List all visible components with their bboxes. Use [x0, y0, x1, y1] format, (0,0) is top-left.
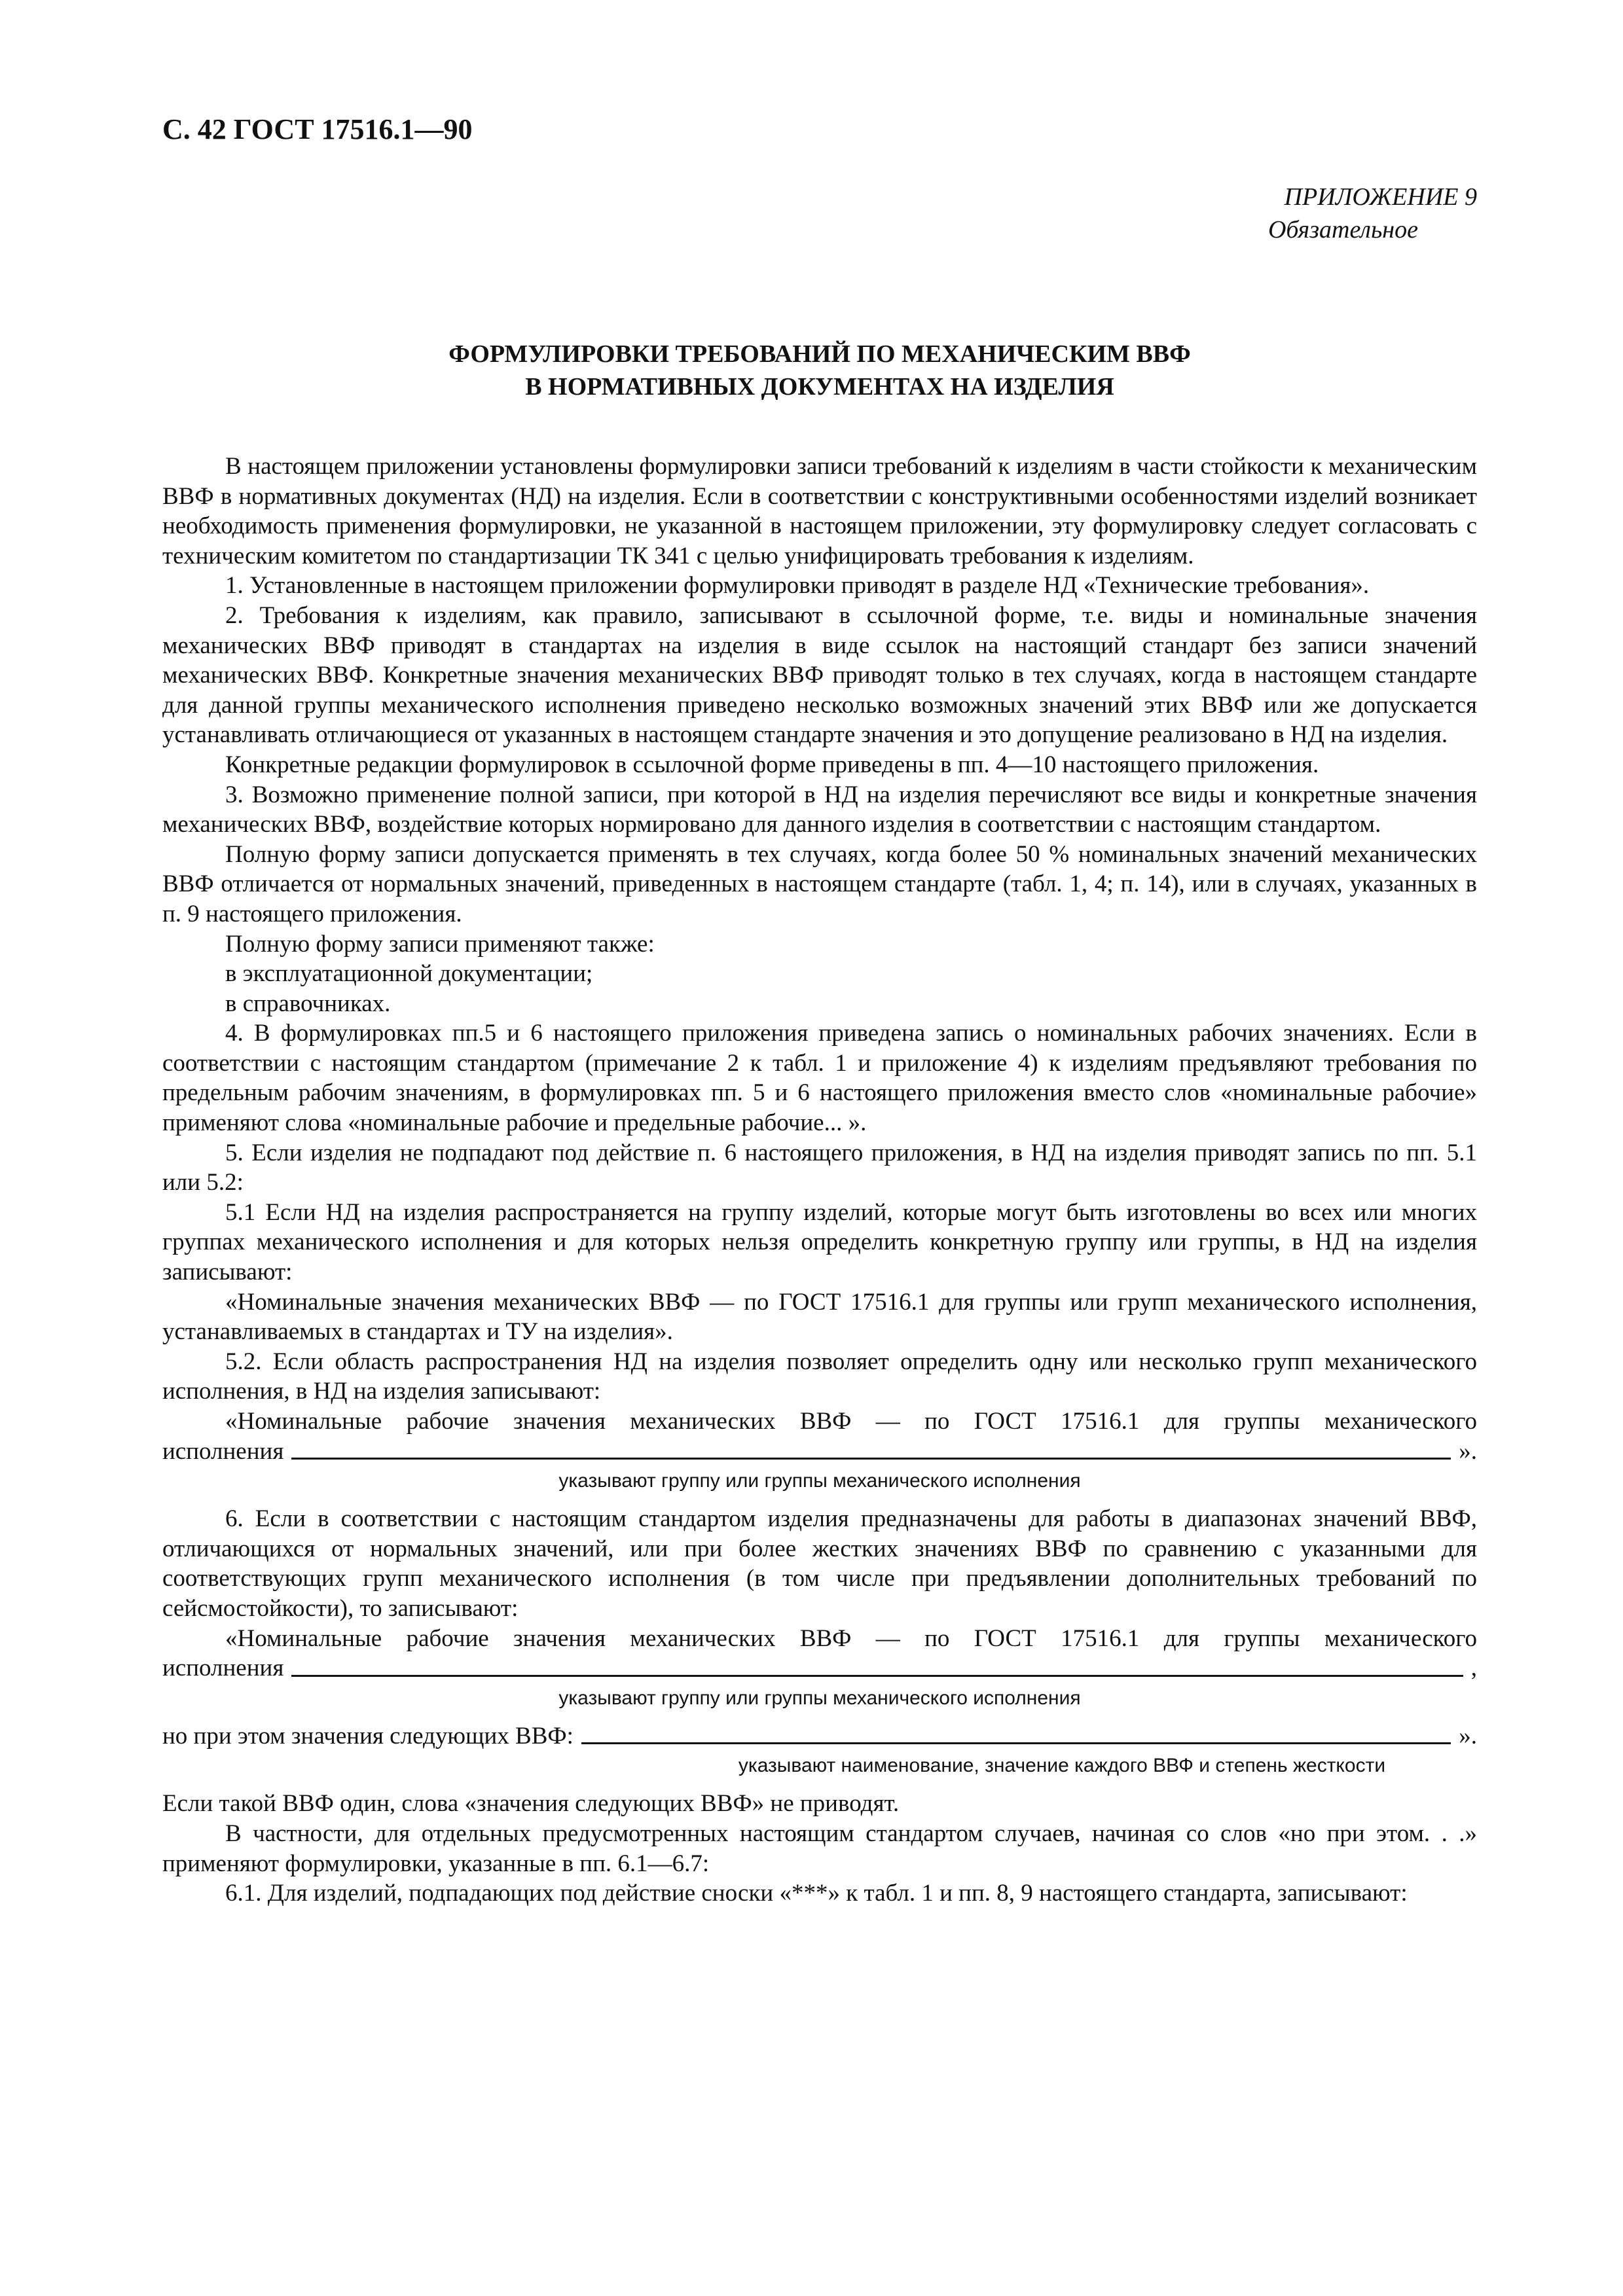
paragraph-3d: в эксплуатационной документации; [225, 960, 593, 988]
document-body [162, 452, 1477, 1909]
paragraph-3c: Полную форму записи применяют также: [225, 930, 655, 958]
caption-6-values: указывают наименование, значение каждого ВВФ и степень жесткости [738, 1755, 1386, 1777]
blank-rule-5-2 [291, 1458, 1451, 1460]
fill-line-5-2 [162, 1437, 1477, 1467]
paragraph-6: 6. Если в соответствии с настоящим стандартом изделия предназначены для работы в диапазонах значений ВВФ, отличающихся от нормальных значений, или при более жестких значениях ВВФ по сравнению с указанными для соответствующих групп механического исполнения (в том числе при предъявлении дополнительных требований по сейсмостойкости), то записывают: [162, 1505, 1477, 1622]
caption-5-2: указывают группу или группы механического исполнения [558, 1470, 1081, 1492]
blank-rule-6-values [581, 1742, 1451, 1744]
caption-6: указывают группу или группы механического исполнения [558, 1687, 1081, 1709]
fill-line-6 [162, 1653, 1477, 1683]
fill-line-5-2-tail: ». [1459, 1437, 1477, 1465]
fill-line-6-values-tail: ». [1459, 1722, 1477, 1749]
appendix-status: Обязательное [1267, 216, 1418, 243]
paragraph-1: 1. Установленные в настоящем приложении формулировки приводят в разделе НД «Технические требования». [225, 572, 1370, 600]
fill-line-6-tail: , [1470, 1655, 1477, 1682]
paragraph-3e: в справочниках. [225, 990, 391, 1017]
blank-rule-6 [291, 1675, 1463, 1677]
page-header: С. 42 ГОСТ 17516.1—90 [162, 113, 473, 145]
paragraph-5: 5. Если изделия не подпадают под действие п. 6 настоящего приложения, в НД на изделия приводят запись по пп. 5.1 или 5.2: [162, 1139, 1477, 1196]
paragraph-6-quote: «Номинальные рабочие значения механических ВВФ — по ГОСТ 17516.1 для группы механического [225, 1624, 1477, 1652]
document-title [162, 338, 1477, 403]
paragraph-5-1-quote: «Номинальные значения механических ВВФ — по ГОСТ 17516.1 для группы или групп механического исполнения, устанавливаемых в стандартах и ТУ на изделия». [162, 1288, 1477, 1346]
fill-line-6-values [162, 1721, 1477, 1751]
paragraph-4: 4. В формулировках пп.5 и 6 настоящего приложения приведена запись о номинальных рабочих значениях. Если в соответствии с настоящим стандартом (примечание 2 к табл. 1 и приложение 4) к изделиям предъявляют требования по предельным рабочим значениям, в формулировках пп. 5 и 6 настоящего приложения вместо слов «номинальные рабочие» применяют слова «номинальные рабочие и предельные рабочие... ». [162, 1020, 1477, 1137]
title-line-1: ФОРМУЛИРОВКИ ТРЕБОВАНИЙ ПО МЕХАНИЧЕСКИМ ВВФ [448, 340, 1191, 368]
fill-line-6-values-label: но при этом значения следующих ВВФ: [162, 1722, 574, 1749]
paragraph-6-s: Если такой ВВФ один, слова «значения следующих ВВФ» не приводят. [162, 1790, 900, 1818]
document-page [162, 111, 1477, 1909]
fill-line-6-label: исполнения [162, 1655, 284, 1682]
fill-line-5-2-label: исполнения [162, 1437, 284, 1465]
paragraph-5-2-quote: «Номинальные рабочие значения механических ВВФ — по ГОСТ 17516.1 для группы механического [225, 1408, 1477, 1435]
appendix-block [162, 181, 1477, 246]
paragraph-3: 3. Возможно применение полной записи, при которой в НД на изделия перечисляют все виды и конкретные значения механических ВВФ, воздействие которых нормировано для данного изделия в соответствии с настоящим стандартом. [162, 781, 1477, 838]
appendix-label: ПРИЛОЖЕНИЕ 9 [1284, 183, 1477, 211]
paragraph-3b: Полную форму записи допускается применять в тех случаях, когда более 50 % номинальных значений механических ВВФ отличается от нормальных значений, приведенных в настоящем стандарте (табл. 1, 4; п. 14), или в случаях, указанных в п. 9 настоящего приложения. [162, 840, 1477, 927]
paragraph-2: 2. Требования к изделиям, как правило, записывают в ссылочной форме, т.е. виды и номинальные значения механических ВВФ приводят в стандартах на изделия в виде ссылок на настоящий стандарт без записи значений механических ВВФ. Конкретные значения механических ВВФ приводят только в тех случаях, когда в настоящем стандарте для данной группы механического исполнения приведено несколько возможных значений этих ВВФ или же допускается устанавливать отличающиеся от указанных в настоящем стандарте значения и это допущение реализовано в НД на изделия. [162, 601, 1477, 749]
paragraph-intro: В настоящем приложении установлены формулировки записи требований к изделиям в части стойкости к механическим ВВФ в нормативных документах (НД) на изделия. Если в соответствии с конструктивными особенностями изделий возникает необходимость применения формулировки, не указанной в настоящем приложении, эту формулировку следует согласовать с техническим комитетом по стандартизации ТК 341 с целью унифицировать требования к изделиям. [162, 453, 1477, 569]
paragraph-5-1: 5.1 Если НД на изделия распространяется на группу изделий, которые могут быть изготовлены во всех или многих группах механического исполнения и для которых нельзя определить конкретную группу или группы, в НД на изделия записывают: [162, 1198, 1477, 1286]
title-line-2: В НОРМАТИВНЫХ ДОКУМЕНТАХ НА ИЗДЕЛИЯ [525, 373, 1114, 401]
paragraph-2b: Конкретные редакции формулировок в ссылочной форме приведены в пп. 4—10 настоящего приложения. [225, 751, 1319, 778]
paragraph-6-t: В частности, для отдельных предусмотренных настоящим стандартом случаев, начиная со слов «но при этом. . .» применяют формулировки, указанные в пп. 6.1—6.7: [162, 1820, 1477, 1877]
paragraph-6-1: 6.1. Для изделий, подпадающих под действие сноски «***» к табл. 1 и пп. 8, 9 настоящего стандарта, записывают: [225, 1880, 1408, 1907]
paragraph-5-2: 5.2. Если область распространения НД на изделия позволяет определить одну или несколько групп механического исполнения, в НД на изделия записывают: [162, 1348, 1477, 1405]
